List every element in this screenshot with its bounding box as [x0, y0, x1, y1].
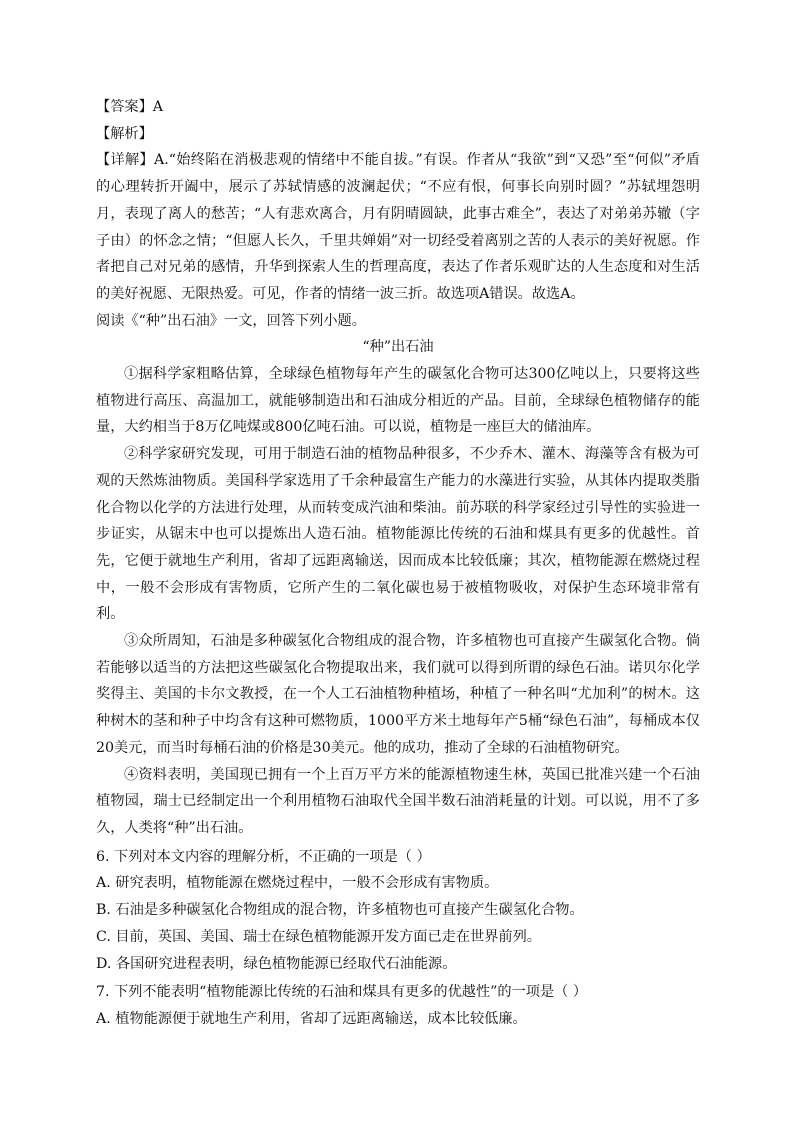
- article-paragraph-1: ①据科学家粗略估算，全球绿色植物每年产生的碳氢化合物可达300亿吨以上，只要将这些植物进行高压、高温加工，就能够制造出和石油成分相近的产品。目前，全球绿色植物储存的能量，大约相当于8万亿吨煤或800亿吨石油。可以说，植物是一座巨大的储油库。: [96, 366, 700, 436]
- question-6-stem: 6. 下列对本文内容的理解分析，不正确的一项是（ ）: [96, 848, 431, 865]
- question-7-option-a: A. 植物能源便于就地生产利用，省却了远距离输送，成本比较低廉。: [96, 1010, 527, 1027]
- question-6-option-c: C. 目前，英国、美国、瑞士在绿色植物能源开发方面已走在世界前列。: [96, 928, 541, 945]
- article-paragraph-4: ④资料表明，美国现已拥有一个上百万平方米的能源植物速生林，英国已批准兴建一个石油植物园，瑞士已经制定出一个利用植物石油取代全国半数石油消耗量的计划。可以说，用不了多久，人类将“种”出石油。: [96, 766, 700, 836]
- document-page: [96, 94, 700, 1033]
- article-paragraph-3: ③众所周知，石油是多种碳氢化合物组成的混合物，许多植物也可直接产生碳氢化合物。倘若能够以适当的方法把这些碳氢化合物提取出来，我们就可以得到所谓的绿色石油。诺贝尔化学奖得主、美国的卡尔文教授，在一个人工石油植物种植场，种植了一种名叫“尤加利”的树木。这种树木的茎和种子中均含有这种可燃物质，1000平方米土地每年产5桶“绿色石油”，每桶成本仅20美元，而当时每桶石油的价格是30美元。他的成功，推动了全球的石油植物研究。: [96, 633, 700, 756]
- article-title: “种”出石油: [362, 339, 434, 356]
- detail-paragraph: 【详解】A.“始终陷在消极悲观的情绪中不能自拔。”有误。作者从“我欲”到“又恐”至“何似”矛盾的心理转折开阖中，展示了苏轼情感的波澜起伏；“不应有恨，何事长向别时圆？”苏轼埋怨明月，表现了离人的愁苦；“人有悲欢离合，月有阴晴圆缺，此事古难全”，表达了对弟弟苏辙（字子由）的怀念之情；“但愿人长久，千里共婵娟”对一切经受着离别之苦的人表示的美好祝愿。作者把自己对兄弟的感情，升华到探索人生的哲理高度，表达了作者乐观旷达的人生态度和对生活的美好祝愿、无限热爱。可见，作者的情绪一波三折。故选项A错误。故选A。: [96, 152, 700, 302]
- question-6-option-a: A. 研究表明，植物能源在燃烧过程中，一般不会形成有害物质。: [96, 875, 499, 892]
- analysis-label: 【解析】: [96, 125, 153, 142]
- article-paragraph-2: ②科学家研究发现，可用于制造石油的植物品种很多，不少乔木、灌木、海藻等含有极为可观的天然炼油物质。美国科学家选用了千余种最富生产能力的水藻进行实验，从其体内提取类脂化合物以化学的方法进行处理，从而转变成汽油和柴油。前苏联的科学家经过引导性的实验进一步证实，从锯末中也可以提炼出人造石油。植物能源比传统的石油和煤具有更多的优越性。首先，它便于就地生产利用，省却了远距离输送，因而成本比较低廉；其次，植物能源在燃烧过程中，一般不会形成有害物质，它所产生的二氧化碳也易于被植物吸收，对保护生态环境非常有利。: [96, 446, 700, 623]
- answer-label: 【答案】A: [96, 99, 163, 115]
- question-6-option-d: D. 各国研究进程表明，绿色植物能源已经取代石油能源。: [96, 955, 457, 972]
- question-6-option-b: B. 石油是多种碳氢化合物组成的混合物，许多植物也可直接产生碳氢化合物。: [96, 902, 584, 919]
- question-7-stem: 7. 下列不能表明“植物能源比传统的石油和煤具有更多的优越性”的一项是（ ）: [96, 984, 588, 1001]
- reading-intro: 阅读《“种”出石油》一文，回答下列小题。: [96, 312, 366, 329]
